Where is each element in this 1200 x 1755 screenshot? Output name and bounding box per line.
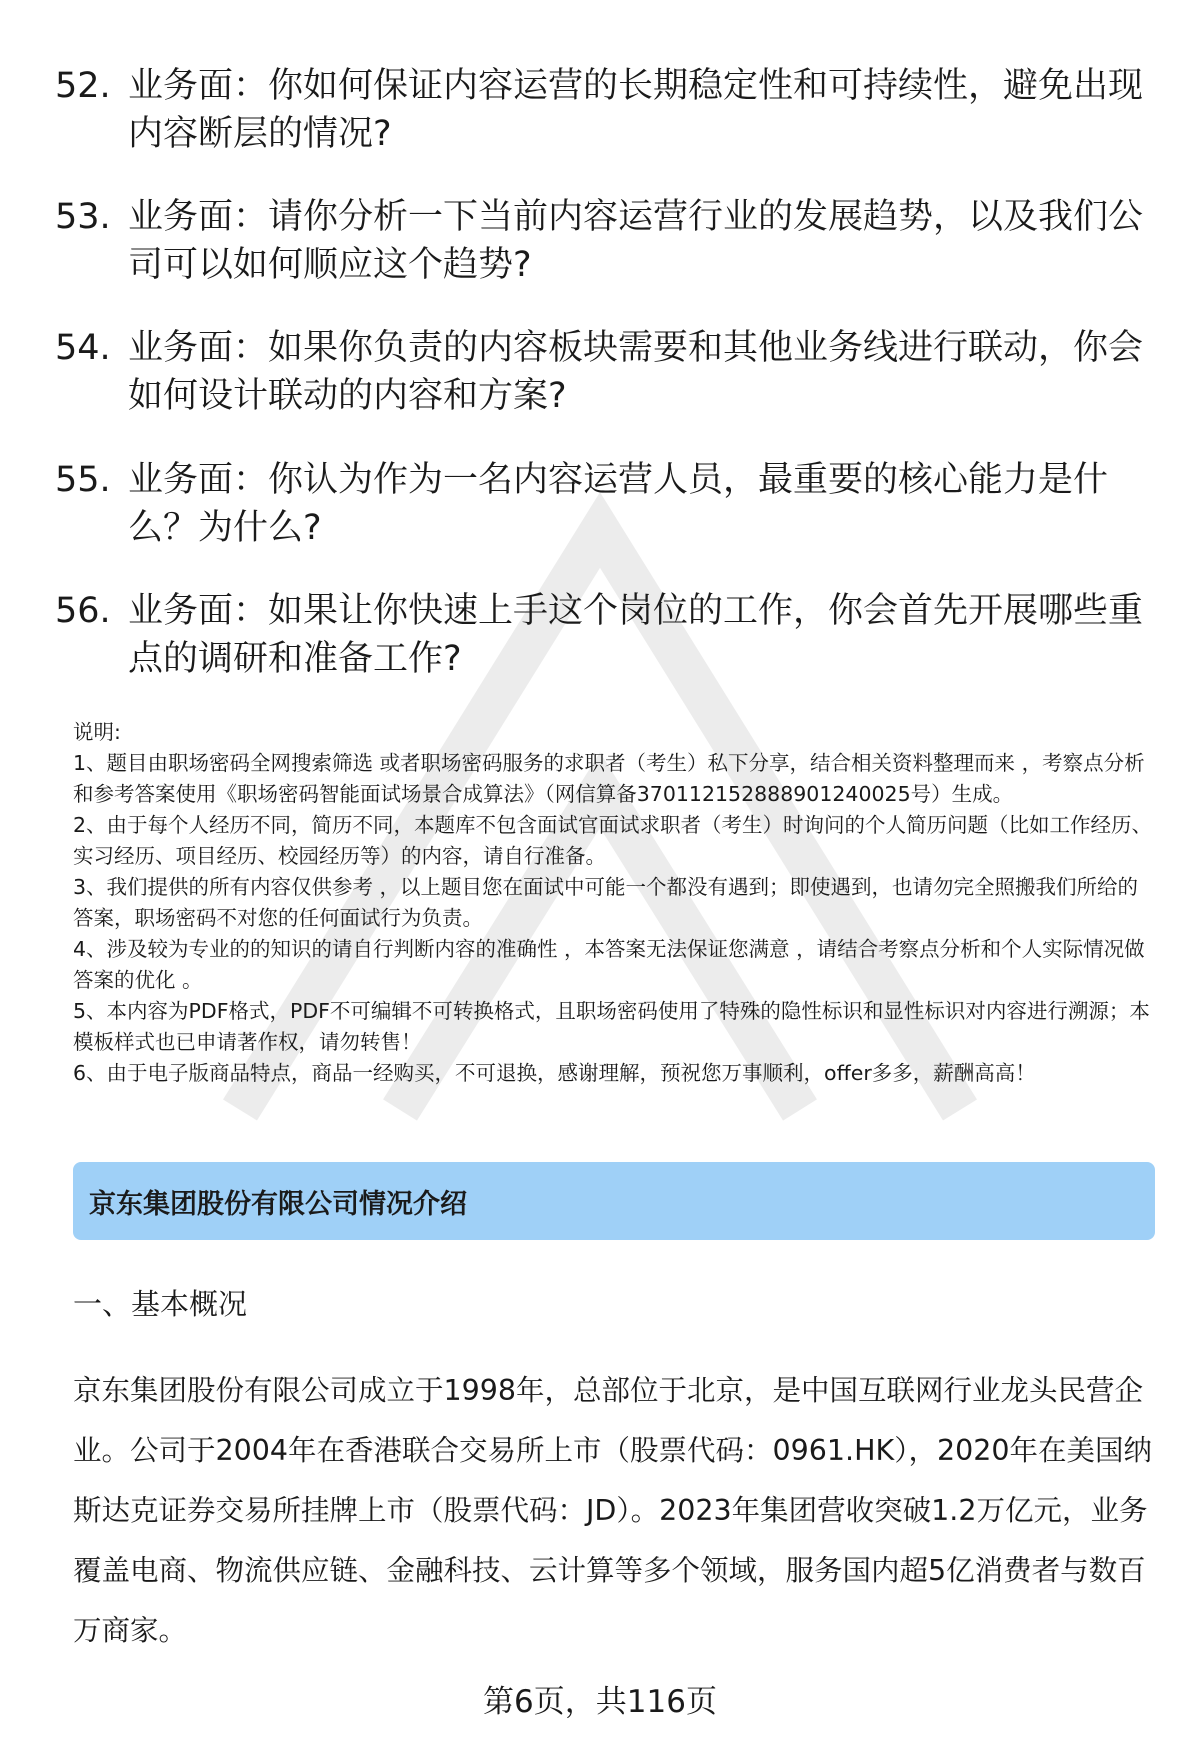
question-text: 业务面：你如何保证内容运营的长期稳定性和可持续性，避免出现内容断层的情况? bbox=[128, 66, 1144, 154]
note-item: 1、题目由职场密码全网搜索筛选 或者职场密码服务的求职者（考生）私下分享，结合相关资料整理而来 ，考察点分析和参考答案使用《职场密码智能面试场景合成算法》（网信算备370112152888901240025号）生成。 bbox=[73, 751, 1145, 806]
note-item: 6、由于电子版商品特点，商品一经购买，不可退换，感谢理解，预祝您万事顺利，offer多多，薪酬高高！ bbox=[73, 1061, 1036, 1085]
note-item: 3、我们提供的所有内容仅供参考 ，以上题目您在面试中可能一个都没有遇到；即使遇到，也请勿完全照搬我们所给的答案，职场密码不对您的任何面试行为负责。 bbox=[73, 875, 1139, 930]
question-text: 业务面：如果你负责的内容板块需要和其他业务线进行联动，你会如何设计联动的内容和方案? bbox=[128, 328, 1144, 416]
section-banner bbox=[73, 1162, 1155, 1240]
question-56 bbox=[55, 587, 1165, 683]
question-number: 52. bbox=[55, 66, 111, 106]
question-52 bbox=[55, 62, 1165, 158]
notes-title: 说明: bbox=[73, 720, 121, 744]
note-item: 5、本内容为PDF格式，PDF不可编辑不可转换格式，且职场密码使用了特殊的隐性标识和显性标识对内容进行溯源；本模板样式也已申请著作权，请勿转售！ bbox=[73, 999, 1150, 1054]
question-text: 业务面：请你分析一下当前内容运营行业的发展趋势，以及我们公司可以如何顺应这个趋势? bbox=[128, 197, 1144, 285]
section-heading: 一、基本概况 bbox=[73, 1287, 248, 1321]
question-number: 53. bbox=[55, 197, 111, 237]
question-54 bbox=[55, 324, 1165, 420]
question-number: 54. bbox=[55, 328, 111, 368]
note-item: 4、涉及较为专业的的知识的请自行判断内容的准确性 ，本答案无法保证您满意 ，请结合考察点分析和个人实际情况做答案的优化 。 bbox=[73, 937, 1145, 992]
question-text: 业务面：你认为作为一名内容运营人员，最重要的核心能力是什么？为什么? bbox=[128, 460, 1109, 548]
company-overview-paragraph: 京东集团股份有限公司成立于1998年，总部位于北京，是中国互联网行业龙头民营企业。公司于2004年在香港联合交易所上市（股票代码：0961.HK），2020年在美国纳斯达克证券交易所挂牌上市（股票代码：JD）。2023年集团营收突破1.2万亿元，业务覆盖电商、物流供应链、金融科技、云计算等多个领域，服务国内超5亿消费者与数百万商家。 bbox=[73, 1374, 1153, 1647]
question-55 bbox=[55, 456, 1165, 552]
question-53 bbox=[55, 193, 1165, 289]
notes-section bbox=[73, 717, 1158, 1089]
note-item: 2、由于每个人经历不同，简历不同，本题库不包含面试官面试求职者（考生）时询问的个人简历问题（比如工作经历、实习经历、项目经历、校园经历等）的内容，请自行准备。 bbox=[73, 813, 1153, 868]
page-number: 第6页，共116页 bbox=[483, 1684, 717, 1720]
question-number: 55. bbox=[55, 460, 111, 500]
question-text: 业务面：如果让你快速上手这个岗位的工作，你会首先开展哪些重点的调研和准备工作? bbox=[128, 591, 1144, 679]
question-number: 56. bbox=[55, 591, 111, 631]
banner-title: 京东集团股份有限公司情况介绍 bbox=[89, 1189, 467, 1220]
